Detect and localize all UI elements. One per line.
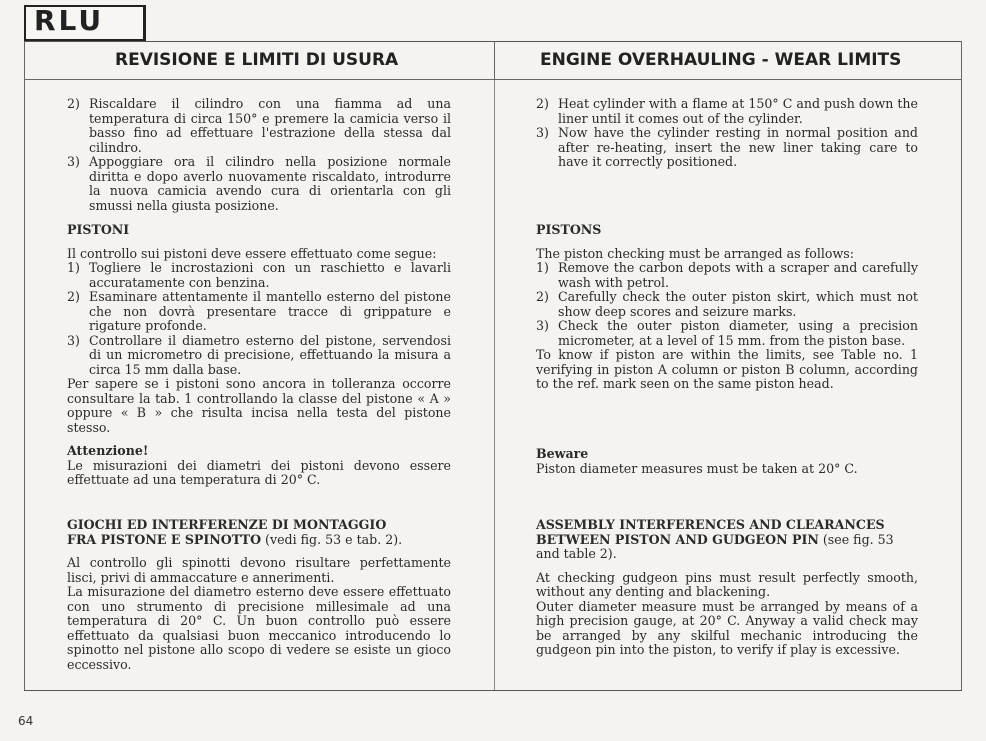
- step-text: Appoggiare ora il cilindro nella posizione normale diritta e dopo averlo nuovamente riscaldato, introdurre la nuova camicia avendo cura di orientarla con gli smussi nella giusta posizione.: [89, 154, 451, 213]
- step-text: Now have the cylinder resting in normal position and after re-heating, insert the new liner taking care to have it correctly positioned.: [558, 125, 918, 169]
- column-divider: [494, 80, 495, 690]
- section-title: ASSEMBLY INTERFERENCES AND CLEARANCES: [536, 517, 885, 532]
- step-item: [67, 261, 451, 290]
- step-item: [67, 97, 451, 155]
- section-title: PISTONS: [536, 222, 602, 237]
- step-number: 2): [67, 289, 80, 304]
- frame-line: [24, 41, 25, 691]
- warning-title: Attenzione!: [67, 443, 149, 458]
- step-item: [67, 290, 451, 334]
- step-number: 2): [67, 96, 80, 111]
- section-intro: Il controllo sui pistoni deve essere effettuato come segue:: [67, 245, 437, 261]
- paragraph: At checking gudgeon pins must result perfectly smooth, without any denting and blackening.: [536, 569, 918, 599]
- step-number: 2): [536, 96, 549, 111]
- header-divider: [24, 79, 962, 80]
- section-reference: (vedi fig. 53 e tab. 2).: [261, 531, 403, 547]
- english-pistons-section: [536, 223, 918, 392]
- step-number: 3): [67, 332, 80, 348]
- section-note: To know if piston are within the limits, see Table no. 1 verifying in piston A column or piston B column, according to the ref. mark seen on the same piston head.: [536, 347, 918, 391]
- logo: RLU: [34, 4, 105, 37]
- warning-title: Beware: [536, 446, 589, 461]
- step-item: [536, 126, 918, 170]
- step-text: Carefully check the outer piston skirt, which must not show deep scores and seizure marks.: [558, 289, 918, 319]
- section-title: GIOCHI ED INTERFERENZE DI MONTAGGIO: [67, 517, 387, 532]
- italian-pistons-section: [67, 223, 451, 488]
- column-divider: [494, 41, 495, 80]
- english-warning-section: [536, 447, 918, 476]
- step-item: [536, 319, 918, 348]
- step-number: 3): [67, 154, 80, 169]
- step-item: [67, 334, 451, 378]
- step-text: Remove the carbon depots with a scraper and carefully wash with petrol.: [558, 260, 918, 290]
- frame-line: [24, 41, 962, 42]
- frame-line: [24, 690, 962, 691]
- step-item: [536, 290, 918, 319]
- english-column: [536, 97, 918, 170]
- section-title: FRA PISTONE E SPINOTTO: [67, 531, 262, 547]
- paragraph: Al controllo gli spinotti devono risultare perfettamente lisci, privi di ammaccature e annerimenti.: [67, 555, 451, 585]
- section-note: Per sapere se i pistoni sono ancora in tolleranza occorre consultare la tab. 1 controllando la classe del pistone « A » oppure « B » che risulta incisa nella testa del pistone stesso.: [67, 376, 451, 435]
- step-item: [536, 261, 918, 290]
- step-item: [536, 97, 918, 126]
- paragraph: La misurazione del diametro esterno deve essere effettuato con uno strumento di precisione millesimale ad una temperatura di 20° C. Un buon controllo può essere effettuato da qualsiasi buon meccanico introducendo lo spinotto nel pistone allo scopo di vedere se esiste un gioco eccessivo.: [67, 584, 451, 672]
- step-number: 1): [536, 260, 549, 275]
- step-number: 3): [536, 125, 549, 140]
- step-text: Togliere le incrostazioni con un raschietto e lavarli accuratamente con benzina.: [89, 260, 451, 290]
- step-number: 2): [536, 289, 549, 304]
- section-title: BETWEEN PISTON AND GUDGEON PIN: [536, 531, 819, 547]
- warning-text: Piston diameter measures must be taken at 20° C.: [536, 460, 858, 476]
- heading-english: ENGINE OVERHAULING - WEAR LIMITS: [540, 50, 902, 70]
- italian-column: [67, 97, 451, 213]
- step-text: Controllare il diametro esterno del pistone, servendosi di un micrometro di precisione, effettuando la misura a circa 15 mm dalla base.: [89, 332, 451, 377]
- english-assembly-section: [536, 518, 918, 658]
- heading-italian: REVISIONE E LIMITI DI USURA: [115, 50, 399, 70]
- step-text: Esaminare attentamente il mantello esterno del pistone che non dovrà presentare tracce di grippature e rigature profonde.: [89, 289, 451, 333]
- step-text: Heat cylinder with a flame at 150° C and push down the liner until it comes out of the cylinder.: [558, 96, 918, 126]
- section-reference: (see fig. 53 and table 2).: [536, 531, 894, 561]
- step-text: Check the outer piston diameter, using a precision micrometer, at a level of 15 mm. from the piston base.: [558, 318, 918, 348]
- section-intro: The piston checking must be arranged as follows:: [536, 245, 854, 261]
- step-text: Riscaldare il cilindro con una fiamma ad una temperatura di circa 150° e premere la camicia verso il basso fino ad effettuare l'estrazione della stessa dal cilindro.: [89, 96, 451, 155]
- section-title: PISTONI: [67, 222, 130, 237]
- paragraph: Outer diameter measure must be arranged by means of a high precision gauge, at 20° C. Anyway a valid check may be arranged by any skilful mechanic introducing the gudgeon pin into the piston, to verify if play is excessive.: [536, 598, 918, 657]
- frame-line: [961, 41, 962, 691]
- page-number: 64: [18, 714, 34, 728]
- step-number: 1): [67, 260, 80, 275]
- italian-assembly-section: [67, 518, 451, 672]
- step-item: [67, 155, 451, 213]
- step-number: 3): [536, 318, 549, 333]
- warning-text: Le misurazioni dei diametri dei pistoni devono essere effettuate ad una temperatura di 20° C.: [67, 457, 451, 487]
